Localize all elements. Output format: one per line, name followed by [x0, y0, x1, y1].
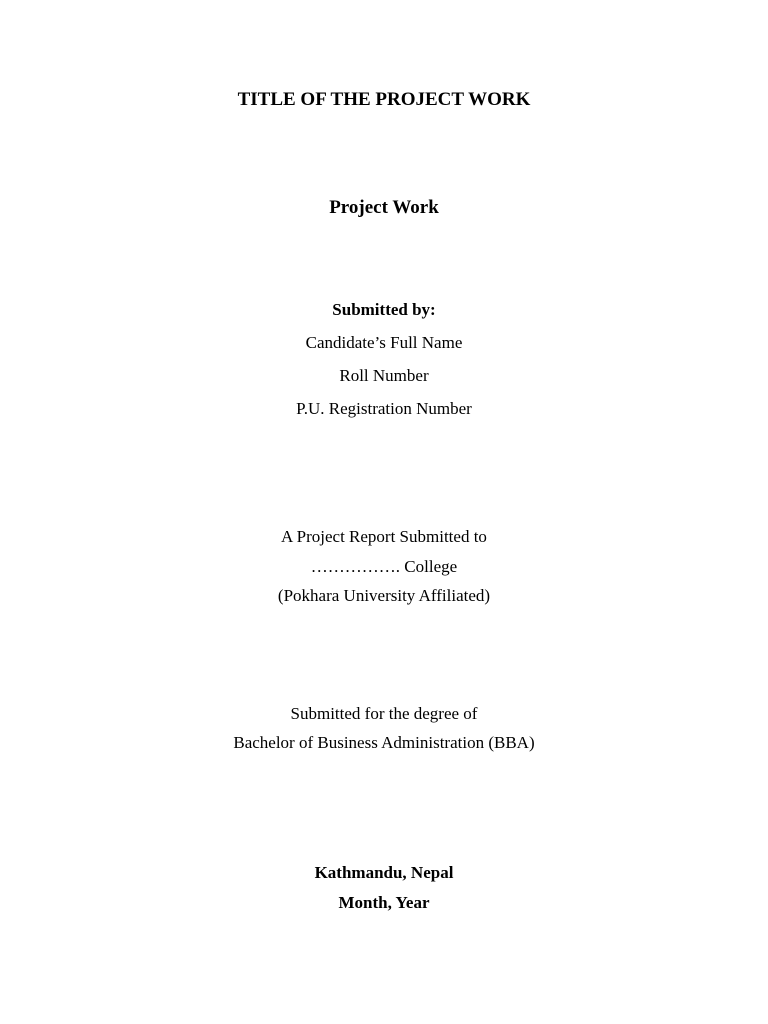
- candidate-name: Candidate’s Full Name: [305, 333, 463, 352]
- project-subtitle: Project Work: [329, 197, 439, 218]
- university-affiliation: (Pokhara University Affiliated): [277, 586, 491, 605]
- report-submitted-to: A Project Report Submitted to: [281, 527, 487, 546]
- project-title: TITLE OF THE PROJECT WORK: [237, 89, 531, 110]
- degree-intro: Submitted for the degree of: [290, 704, 478, 723]
- roll-number: Roll Number: [339, 366, 429, 385]
- college-name: ……………. College: [310, 557, 458, 576]
- submission-date: Month, Year: [338, 893, 430, 912]
- registration-number: P.U. Registration Number: [296, 399, 472, 418]
- submitted-by-heading: Submitted by:: [332, 300, 436, 319]
- location: Kathmandu, Nepal: [314, 863, 454, 882]
- degree-name: Bachelor of Business Administration (BBA): [233, 733, 535, 752]
